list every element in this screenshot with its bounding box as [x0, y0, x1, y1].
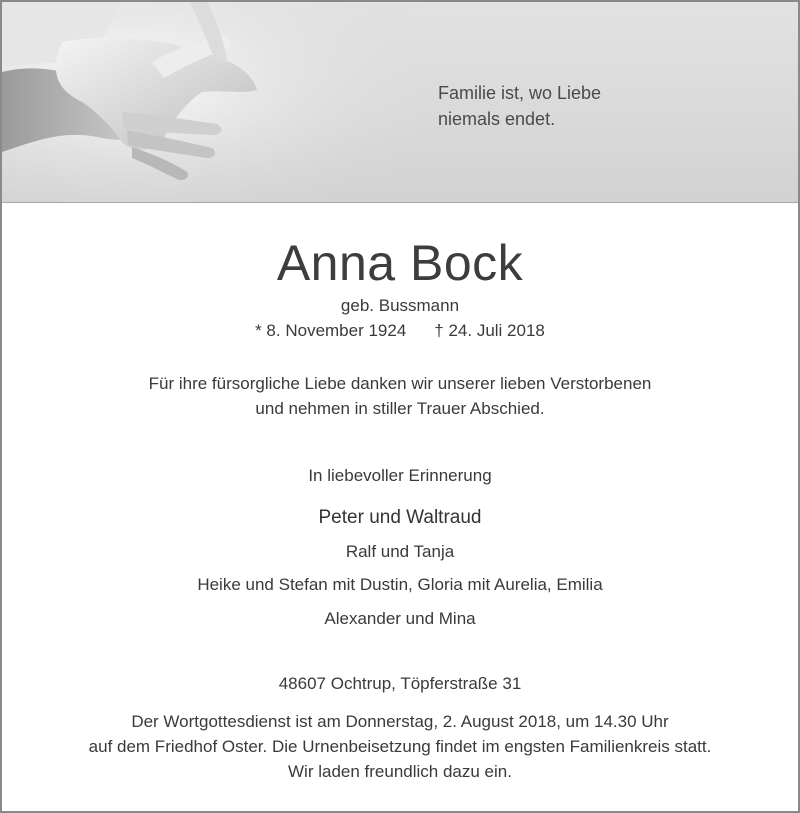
birth-date: * 8. November 1924 [255, 321, 407, 340]
death-date: † 24. Juli 2018 [434, 321, 545, 340]
family-line: Alexander und Mina [324, 609, 476, 628]
family-line: Ralf und Tanja [345, 542, 455, 561]
address: 48607 Ochtrup, Töpferstraße 31 [278, 674, 522, 693]
life-dates [2, 321, 798, 341]
gratitude-text-line: Für ihre fürsorgliche Liebe danken wir unserer lieben Verstorbenen [148, 374, 652, 393]
deceased-name: Anna Bock [276, 235, 524, 291]
motto-line: Familie ist, wo Liebe [438, 83, 602, 103]
motto [438, 80, 601, 132]
family-line: Peter und Waltraud [318, 507, 482, 528]
remembrance-intro: In liebevoller Erinnerung [308, 466, 492, 485]
service-info-line: Der Wortgottesdienst ist am Donnerstag, 2. August 2018, um 14.30 Uhr [131, 712, 669, 731]
service-info-line: auf dem Friedhof Oster. Die Urnenbeisetzung findet im engsten Familienkreis statt. [88, 737, 712, 756]
service-info-line: Wir laden freundlich dazu ein. [288, 762, 512, 781]
birth-name: geb. Bussmann [340, 296, 460, 315]
motto-line: niemals endet. [438, 109, 556, 129]
family-line: Heike und Stefan mit Dustin, Gloria mit Aurelia, Emilia [197, 575, 603, 594]
header-banner [2, 2, 798, 203]
gratitude-text-line: und nehmen in stiller Trauer Abschied. [255, 399, 545, 418]
stacked-hands-image [2, 2, 422, 202]
